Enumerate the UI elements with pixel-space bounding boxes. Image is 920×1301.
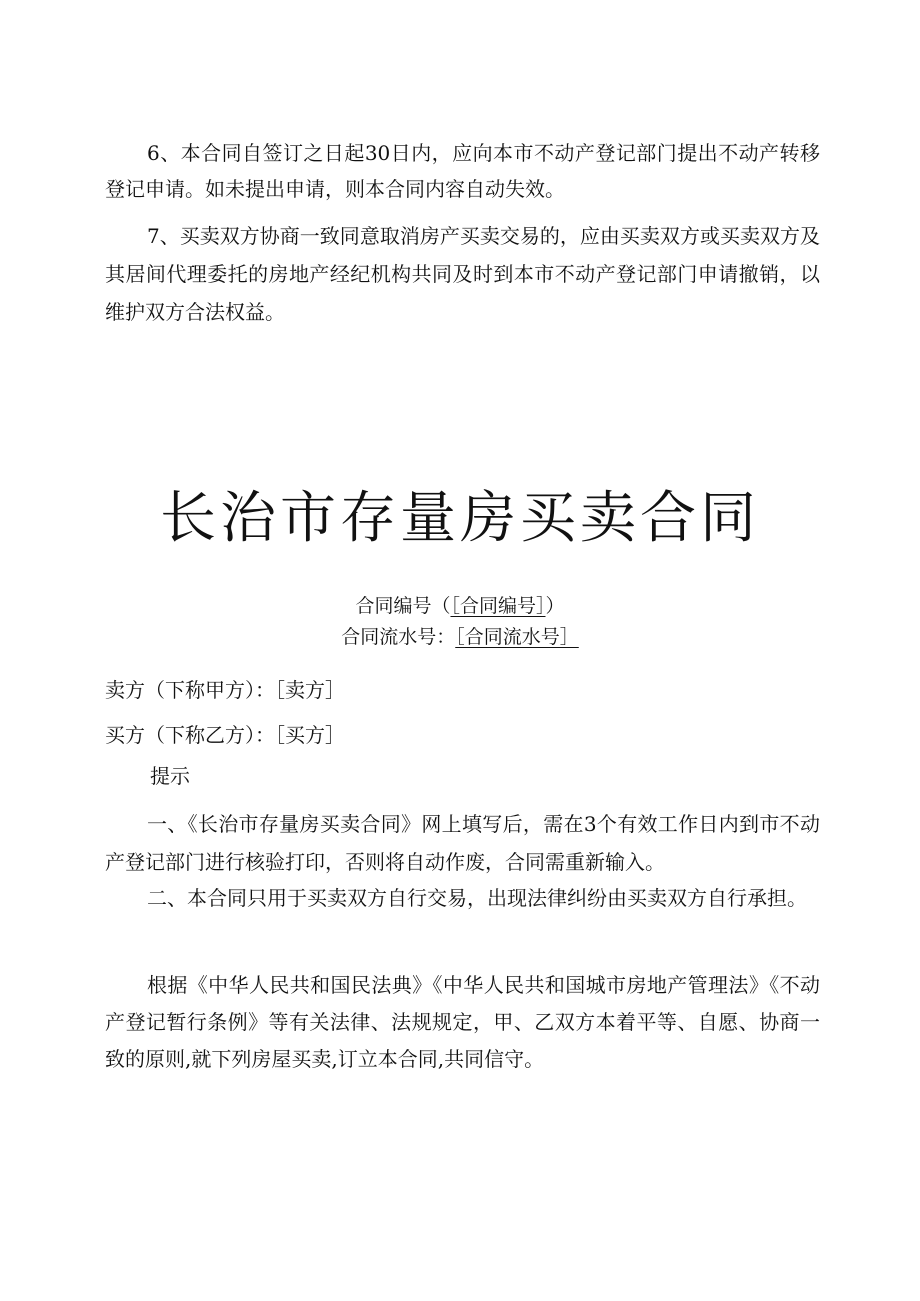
clause-7: 7、买卖双方协商一致同意取消房产买卖交易的，应由买卖双方或买卖双方及其居间代理委托的房地产经纪机构共同及时到本市不动产登记部门申请撤销，以维护双方合法权益。 (105, 224, 820, 324)
seller-label: 卖方（下称甲方）： (105, 678, 275, 702)
buyer-value: ［买方］ (275, 723, 345, 747)
clause-6: 6、本合同自签订之日起30日内，应向本市不动产登记部门提出不动产转移登记申请。如未提出申请，则本合同内容自动失效。 (105, 141, 820, 201)
seller-value: ［卖方］ (275, 678, 345, 702)
contract-number-line (0, 592, 920, 620)
contract-number-label-prefix: 合同编号（ (355, 595, 451, 617)
preamble-paragraph: 根据《中华人民共和国民法典》《中华人民共和国城市房地产管理法》《不动产登记暂行条例》等有关法律、法规规定，甲、乙双方本着平等、自愿、协商一致的原则,就下列房屋买卖,订立本合同,共同信守。 (105, 973, 820, 1071)
buyer-label: 买方（下称乙方）： (105, 723, 275, 747)
contract-number-label-suffix: ） (545, 595, 565, 617)
hint-heading: 提示 (150, 764, 190, 788)
serial-number-line (0, 623, 920, 651)
seller-line (105, 675, 345, 705)
contract-title: 长治市存量房买卖合同 (160, 486, 760, 551)
hint-item-2: 二、本合同只用于买卖双方自行交易，出现法律纠纷由买卖双方自行承担。 (147, 886, 807, 910)
hint-item-1: 一、《长治市存量房买卖合同》网上填写后，需在3个有效工作日内到市不动产登记部门进行核验打印，否则将自动作废，合同需重新输入。 (105, 812, 820, 874)
serial-number-label: 合同流水号： (341, 626, 456, 648)
serial-number-value: ［合同流水号］ (455, 626, 579, 648)
buyer-line (105, 720, 345, 750)
contract-number-value: ［合同编号］ (450, 595, 546, 617)
